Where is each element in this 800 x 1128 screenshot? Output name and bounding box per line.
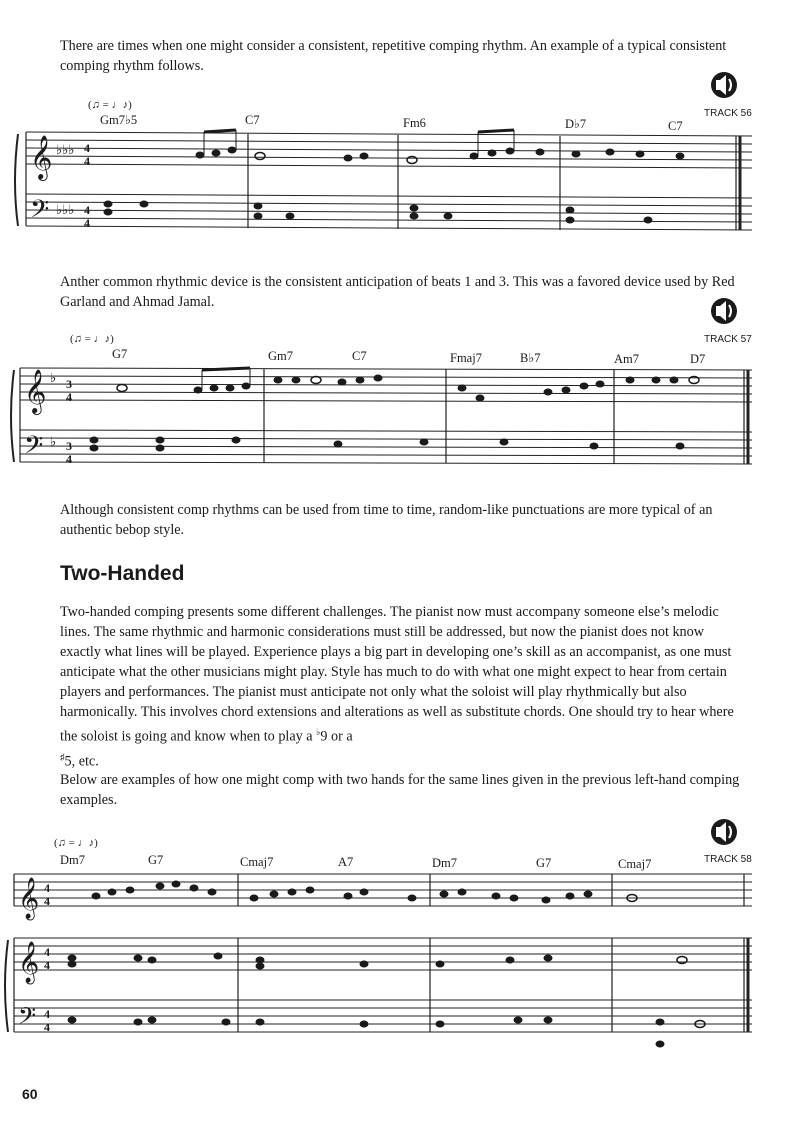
bass-clef: 𝄢 — [24, 431, 44, 466]
track-badge[interactable] — [711, 298, 737, 324]
notes — [104, 130, 684, 223]
anticipation-paragraph: Anther common rhythmic device is the consistent anticipation of beats 1 and 3. This was a favored device used by Red Garland and Ahmad Jamal. — [60, 274, 735, 310]
key-signature: ♭ — [50, 370, 57, 385]
two-handed-paragraph — [60, 602, 740, 771]
time-sig-bottom: 4 — [66, 390, 72, 404]
bass-clef: 𝄢 — [30, 195, 50, 230]
chord-symbol: B♭7 — [520, 351, 541, 365]
treble-staff — [20, 368, 752, 402]
brace — [15, 134, 18, 226]
chord-symbol: Fmaj7 — [450, 351, 482, 365]
time-sig-bottom: 4 — [44, 1020, 50, 1034]
treble-clef: 𝄞 — [30, 135, 53, 179]
bass-staff — [20, 430, 752, 464]
sharp-sign: ♯ — [60, 751, 65, 762]
flat-sign: ♭ — [316, 727, 321, 737]
brace — [11, 370, 14, 462]
chord-symbol: A7 — [338, 855, 354, 869]
examples-intro-paragraph: Below are examples of how one might comp with two hands for the same lines given in the previous left-hand comping examples. — [60, 772, 740, 808]
swing-indicator: (♫ = ♩♪) — [70, 333, 114, 345]
music-example-1 — [0, 70, 800, 250]
time-sig-bottom: 4 — [66, 452, 72, 466]
page-number: 60 — [22, 1086, 38, 1102]
track-label: TRACK 58 — [704, 854, 752, 865]
chord-symbol: Dm7 — [60, 853, 85, 867]
time-sig-top: 4 — [84, 141, 90, 155]
swing-indicator: (♫ = ♩♪) — [88, 99, 132, 111]
time-sig-top: 3 — [66, 377, 72, 391]
bass-staff — [14, 1000, 752, 1032]
chord-symbol: Gm7 — [268, 349, 293, 363]
chord-symbol: C7 — [668, 119, 683, 133]
chord-symbol: Fm6 — [403, 116, 426, 130]
time-sig-top: 4 — [44, 881, 50, 895]
time-sig-top: 4 — [44, 1007, 50, 1021]
intro-paragraph: There are times when one might consider a consistent, repetitive comping rhythm. An example of a typical consistent comping rhythm follows. — [60, 38, 727, 74]
chord-symbol: G7 — [536, 856, 552, 870]
swing-indicator: (♫ = ♩♪) — [54, 837, 98, 849]
time-sig-top: 4 — [44, 945, 50, 959]
chord-symbol: Gm7♭5 — [100, 113, 138, 127]
track-label: TRACK 56 — [704, 108, 752, 119]
time-sig-top: 4 — [84, 203, 90, 217]
time-sig-top: 3 — [66, 439, 72, 453]
treble-clef: 𝄞 — [18, 878, 40, 919]
track-badge[interactable] — [711, 819, 737, 845]
chord-symbol: Dm7 — [432, 856, 457, 870]
treble-staff — [14, 938, 752, 970]
chord-symbol: Am7 — [614, 352, 639, 366]
music-example-2 — [0, 296, 800, 476]
time-sig-bottom: 4 — [84, 154, 90, 168]
chord-symbol: C7 — [352, 349, 367, 363]
chord-symbol: C7 — [245, 113, 260, 127]
treble-clef: 𝄞 — [18, 942, 40, 983]
track-label: TRACK 57 — [704, 334, 752, 345]
chord-symbol: D7 — [690, 352, 706, 366]
section-heading: Two-Handed — [60, 562, 185, 585]
treble-staff — [26, 132, 752, 168]
track-badge[interactable] — [711, 72, 737, 98]
chord-symbol: Cmaj7 — [240, 855, 274, 869]
bass-clef: 𝄢 — [18, 1002, 37, 1035]
key-signature: ♭♭♭ — [56, 202, 75, 217]
chord-symbol: D♭7 — [565, 117, 587, 131]
brace — [5, 940, 8, 1032]
melody-staff — [14, 874, 752, 906]
time-sig-bottom: 4 — [44, 958, 50, 972]
chord-symbol: G7 — [148, 853, 164, 867]
bass-staff — [26, 194, 752, 230]
key-signature: ♭ — [50, 434, 57, 449]
paragraph-text: 9 or a — [320, 728, 353, 745]
time-sig-bottom: 4 — [84, 216, 90, 230]
chord-symbol: G7 — [112, 347, 128, 361]
key-signature: ♭♭♭ — [56, 142, 75, 157]
bebop-paragraph: Although consistent comp rhythms can be used from time to time, random-like punctuations are more typical of an authentic bebop style. — [60, 502, 713, 538]
music-example-3 — [0, 812, 800, 1062]
treble-clef: 𝄞 — [24, 369, 47, 413]
chord-symbol: Cmaj7 — [618, 857, 652, 871]
time-sig-bottom: 4 — [44, 894, 50, 908]
paragraph-text: Two-handed comping presents some different challenges. The pianist now must accompany someone else’s melodic lines. The same rhythmic and harmonic considerations must still be addressed, but now the pianist does not know exactly what lines will be played. Experience plays a big part in developing one’s skill as an accompanist, as one must anticipate what the other musicians might play. Style has much to do with what one might expect to hear from certain players and performances. The pianist must anticipate not only what the soloist will play rhythmically but also harmonically. This involves chord extensions and alterations as well as substitute chords. One should try to hear where the soloist is going and know when to play a — [60, 604, 734, 745]
paragraph-text: 5, etc. — [64, 753, 99, 770]
